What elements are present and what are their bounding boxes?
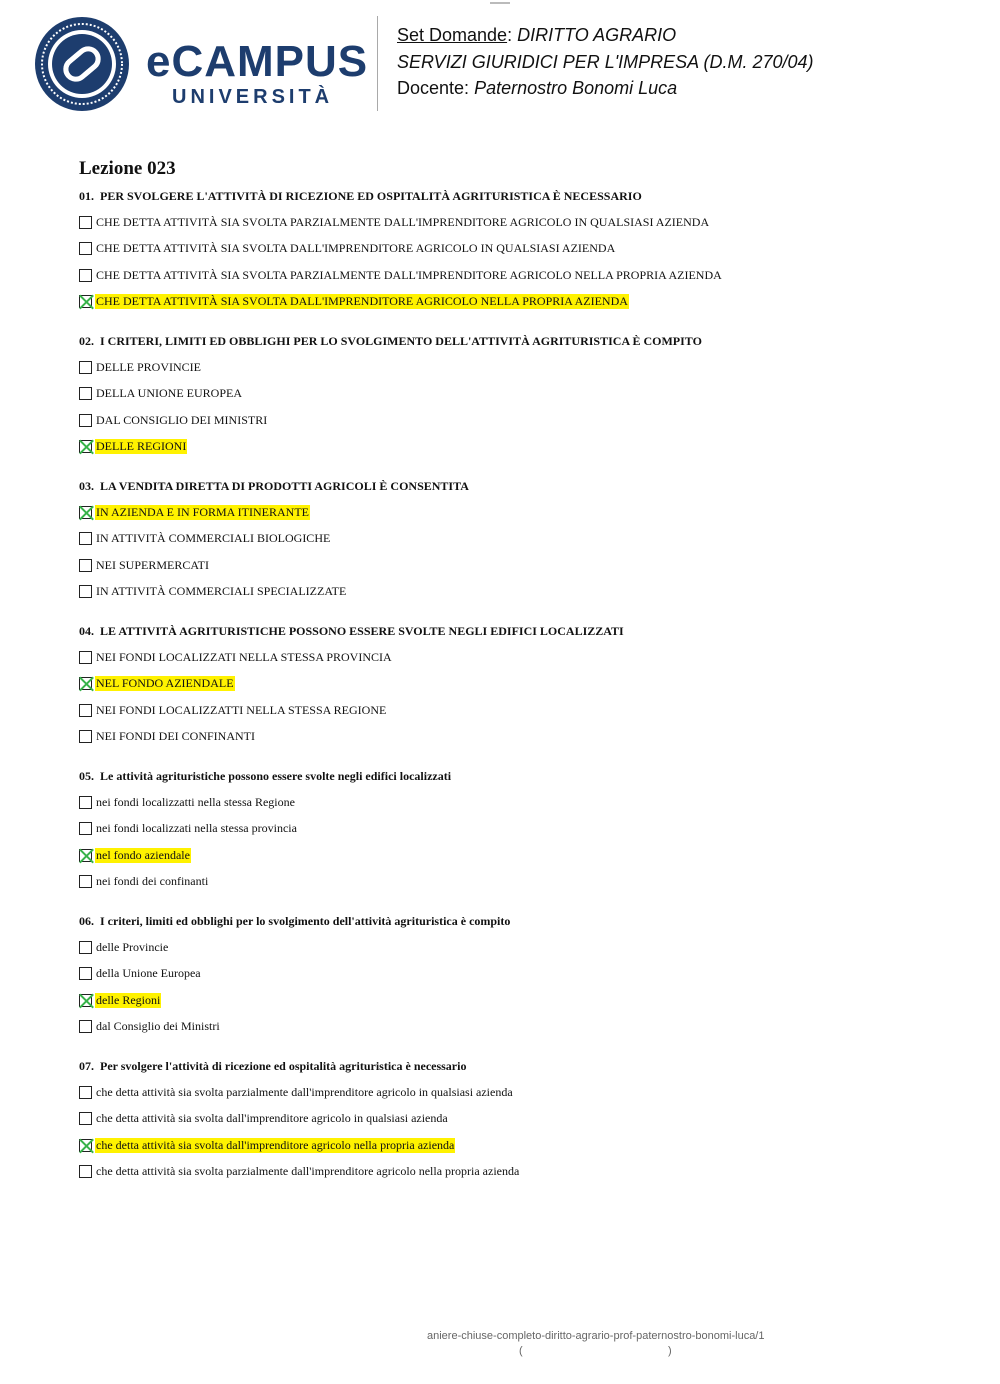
question-block xyxy=(79,183,959,328)
teacher-name: Paternostro Bonomi Luca xyxy=(474,78,678,98)
checkbox-icon[interactable] xyxy=(79,796,92,809)
checked-box-icon[interactable] xyxy=(79,849,92,862)
question-label: I criteri, limiti ed obblighi per lo svolgimento dell'attività agrituristica è compito xyxy=(100,914,511,928)
question-list xyxy=(79,183,959,1198)
checkbox-icon[interactable] xyxy=(79,875,92,888)
question-text xyxy=(79,328,959,354)
logo-subtext: UNIVERSITÀ xyxy=(172,86,334,108)
answer-option[interactable] xyxy=(79,1132,959,1159)
checkbox-icon[interactable] xyxy=(79,941,92,954)
question-number: 03. xyxy=(79,479,94,493)
set-line: Set Domande: DIRITTO AGRARIO xyxy=(397,25,677,45)
question-number: 07. xyxy=(79,1059,94,1073)
answer-text: CHE DETTA ATTIVITÀ SIA SVOLTA DALL'IMPRENDITORE AGRICOLO IN QUALSIASI AZIENDA xyxy=(96,241,616,256)
question-number: 01. xyxy=(79,189,94,203)
checked-box-icon[interactable] xyxy=(79,1139,92,1152)
checkbox-icon[interactable] xyxy=(79,1112,92,1125)
answer-text: NEI FONDI DEI CONFINANTI xyxy=(96,729,255,744)
checked-box-icon[interactable] xyxy=(79,295,92,308)
checkbox-icon[interactable] xyxy=(79,1086,92,1099)
checkbox-icon[interactable] xyxy=(79,387,92,400)
answer-option[interactable] xyxy=(79,724,959,751)
question-block xyxy=(79,763,959,908)
question-gap xyxy=(79,460,959,473)
answer-text: DAL CONSIGLIO DEI MINISTRI xyxy=(96,412,268,427)
answer-option[interactable] xyxy=(79,434,959,461)
answer-option[interactable] xyxy=(79,407,959,434)
question-number: 04. xyxy=(79,624,94,638)
answer-option[interactable] xyxy=(79,671,959,698)
question-text xyxy=(79,763,959,789)
checkbox-icon[interactable] xyxy=(79,242,92,255)
question-number: 02. xyxy=(79,334,94,348)
ecampus-seal-icon xyxy=(34,16,130,112)
answer-text: NEI FONDI LOCALIZZATI NELLA STESSA PROVINCIA xyxy=(96,649,392,664)
answer-option[interactable] xyxy=(79,934,959,961)
question-text xyxy=(79,618,959,644)
question-gap xyxy=(79,605,959,618)
ecampus-logo xyxy=(146,37,369,108)
checkbox-icon[interactable] xyxy=(79,216,92,229)
answer-text: che detta attività sia svolta dall'imprenditore agricolo in qualsiasi azienda xyxy=(96,1111,448,1126)
question-gap xyxy=(79,895,959,908)
answer-option[interactable] xyxy=(79,381,959,408)
checkbox-icon[interactable] xyxy=(79,1020,92,1033)
question-label: LE ATTIVITÀ AGRITURISTICHE POSSONO ESSERE SVOLTE NEGLI EDIFICI LOCALIZZATI xyxy=(100,624,624,638)
answer-text: DELLA UNIONE EUROPEA xyxy=(96,386,242,401)
question-gap xyxy=(79,315,959,328)
lesson-title: Lezione 023 xyxy=(79,158,176,179)
correct-answer-text: che detta attività sia svolta dall'imprenditore agricolo nella propria azienda xyxy=(96,1137,455,1152)
checked-box-icon[interactable] xyxy=(79,440,92,453)
answer-text: dal Consiglio dei Ministri xyxy=(96,1019,220,1034)
question-block xyxy=(79,618,959,763)
set-value: DIRITTO AGRARIO xyxy=(517,25,677,45)
footer-url: aniere-chiuse-completo-diritto-agrario-prof-paternostro-bonomi-luca/1 xyxy=(427,1330,765,1342)
answer-option[interactable] xyxy=(79,961,959,988)
answer-option[interactable] xyxy=(79,1159,959,1186)
answer-option[interactable] xyxy=(79,354,959,381)
checkbox-icon[interactable] xyxy=(79,1165,92,1178)
checkbox-icon[interactable] xyxy=(79,822,92,835)
checked-box-icon[interactable] xyxy=(79,994,92,1007)
answer-option[interactable] xyxy=(79,236,959,263)
answer-text: che detta attività sia svolta parzialmente dall'imprenditore agricolo in qualsiasi azienda xyxy=(96,1084,513,1099)
checkbox-icon[interactable] xyxy=(79,651,92,664)
course-name: SERVIZI GIURIDICI PER L'IMPRESA (D.M. 270/04) xyxy=(397,51,814,72)
answer-option[interactable] xyxy=(79,552,959,579)
checkbox-icon[interactable] xyxy=(79,730,92,743)
logo-text: eCAMPUS xyxy=(146,37,369,86)
course-line xyxy=(397,49,814,76)
question-number: 06. xyxy=(79,914,94,928)
question-text xyxy=(79,473,959,499)
question-number: 05. xyxy=(79,769,94,783)
answer-option[interactable] xyxy=(79,262,959,289)
answer-option[interactable] xyxy=(79,644,959,671)
answer-option[interactable] xyxy=(79,1079,959,1106)
checkbox-icon[interactable] xyxy=(79,585,92,598)
answer-text: NEI SUPERMERCATI xyxy=(96,557,210,572)
header-divider xyxy=(377,16,378,111)
teacher-label: Docente: xyxy=(397,78,470,98)
checkbox-icon[interactable] xyxy=(79,269,92,282)
question-label: Le attività agrituristiche possono essere svolte negli edifici localizzati xyxy=(100,769,452,783)
answer-text: DELLE PROVINCIE xyxy=(96,359,201,374)
answer-option[interactable] xyxy=(79,526,959,553)
question-label: I CRITERI, LIMITI ED OBBLIGHI PER LO SVOLGIMENTO DELL'ATTIVITÀ AGRITURISTICA È COMPITO xyxy=(100,334,702,348)
question-label: LA VENDITA DIRETTA DI PRODOTTI AGRICOLI È CONSENTITA xyxy=(100,479,469,493)
answer-option[interactable] xyxy=(79,789,959,816)
checkbox-icon[interactable] xyxy=(79,559,92,572)
checkbox-icon[interactable] xyxy=(79,414,92,427)
answer-text: delle Provincie xyxy=(96,939,169,954)
answer-text: IN ATTIVITÀ COMMERCIALI SPECIALIZZATE xyxy=(96,584,347,599)
question-block xyxy=(79,328,959,473)
checkbox-icon[interactable] xyxy=(79,361,92,374)
answer-option[interactable] xyxy=(79,697,959,724)
answer-option[interactable] xyxy=(79,289,959,316)
correct-answer-text: CHE DETTA ATTIVITÀ SIA SVOLTA DALL'IMPRENDITORE AGRICOLO NELLA PROPRIA AZIENDA xyxy=(96,294,628,309)
question-gap xyxy=(79,1185,959,1198)
answer-text: CHE DETTA ATTIVITÀ SIA SVOLTA PARZIALMENTE DALL'IMPRENDITORE AGRICOLO NELLA PROPRIA AZIENDA xyxy=(96,267,722,282)
question-gap xyxy=(79,1040,959,1053)
quiz-content xyxy=(79,155,959,1198)
answer-option[interactable] xyxy=(79,842,959,869)
answer-option[interactable] xyxy=(79,499,959,526)
question-text xyxy=(79,183,959,209)
answer-option[interactable] xyxy=(79,987,959,1014)
set-label: Set Domande xyxy=(397,25,508,45)
checked-box-icon[interactable] xyxy=(79,677,92,690)
checkbox-icon[interactable] xyxy=(79,532,92,545)
question-text xyxy=(79,908,959,934)
header-info xyxy=(397,22,814,102)
answer-text: della Unione Europea xyxy=(96,966,201,981)
question-text xyxy=(79,1053,959,1079)
checked-box-icon[interactable] xyxy=(79,506,92,519)
correct-answer-text: nel fondo aziendale xyxy=(96,847,190,862)
answer-text: che detta attività sia svolta parzialmente dall'imprenditore agricolo nella propria azienda xyxy=(96,1164,520,1179)
correct-answer-text: DELLE REGIONI xyxy=(96,439,187,454)
question-label: PER SVOLGERE L'ATTIVITÀ DI RICEZIONE ED OSPITALITÀ AGRITURISTICA È NECESSARIO xyxy=(100,189,642,203)
answer-option[interactable] xyxy=(79,816,959,843)
answer-option[interactable] xyxy=(79,1014,959,1041)
answer-text: nei fondi dei confinanti xyxy=(96,874,209,889)
answer-text: CHE DETTA ATTIVITÀ SIA SVOLTA PARZIALMENTE DALL'IMPRENDITORE AGRICOLO IN QUALSIASI AZIENDA xyxy=(96,214,710,229)
correct-answer-text: IN AZIENDA E IN FORMA ITINERANTE xyxy=(96,504,309,519)
answer-text: nei fondi localizzati nella stessa provincia xyxy=(96,821,297,836)
answer-option[interactable] xyxy=(79,869,959,896)
answer-text: IN ATTIVITÀ COMMERCIALI BIOLOGICHE xyxy=(96,531,331,546)
teacher-line xyxy=(397,75,814,102)
question-label: Per svolgere l'attività di ricezione ed ospitalità agrituristica è necessario xyxy=(100,1059,467,1073)
answer-option[interactable] xyxy=(79,1106,959,1133)
question-block xyxy=(79,908,959,1053)
footer-paren-open: ( xyxy=(519,1345,523,1357)
question-block xyxy=(79,473,959,618)
checkbox-icon[interactable] xyxy=(79,967,92,980)
footer-paren-close: ) xyxy=(668,1345,672,1357)
page-header xyxy=(0,0,1000,130)
correct-answer-text: delle Regioni xyxy=(96,992,161,1007)
checkbox-icon[interactable] xyxy=(79,704,92,717)
correct-answer-text: NEL FONDO AZIENDALE xyxy=(96,676,234,691)
question-block xyxy=(79,1053,959,1198)
question-gap xyxy=(79,750,959,763)
answer-text: NEI FONDI LOCALIZZATTI NELLA STESSA REGIONE xyxy=(96,702,387,717)
answer-text: nei fondi localizzatti nella stessa Regione xyxy=(96,794,295,809)
answer-option[interactable] xyxy=(79,209,959,236)
answer-option[interactable] xyxy=(79,579,959,606)
